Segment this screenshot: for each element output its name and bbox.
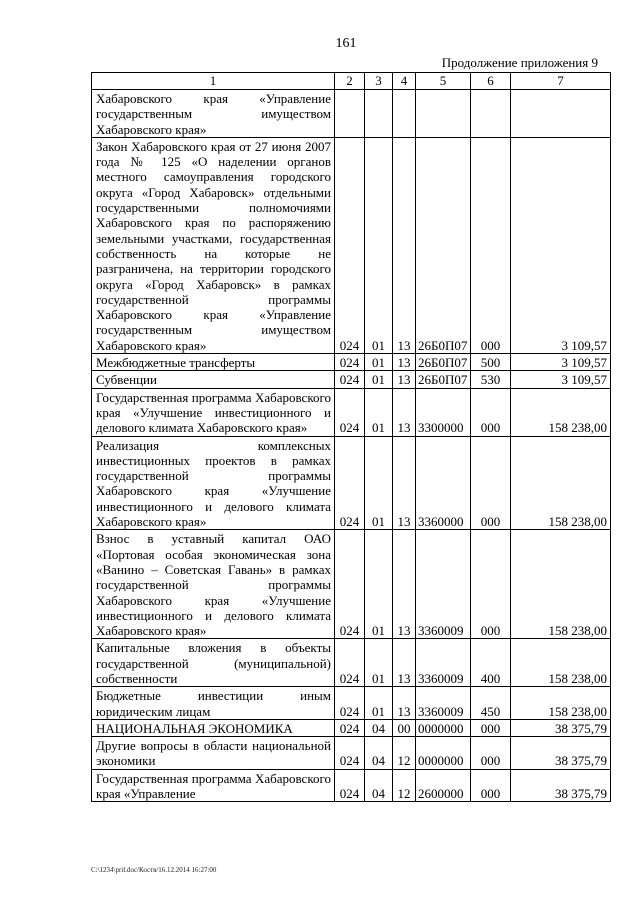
amount-cell: 38 375,79 (511, 769, 611, 802)
table-row (92, 137, 611, 353)
appendix-continuation-label: Продолжение приложения 9 (441, 55, 598, 70)
budget-table (91, 72, 611, 802)
row-name-cell: НАЦИОНАЛЬНАЯ ЭКОНОМИКА (92, 719, 335, 736)
table-row (92, 719, 611, 736)
ministry-code-cell: 024 (335, 436, 365, 530)
expense-type-cell: 000 (471, 436, 511, 530)
subsection-code-cell: 13 (393, 530, 416, 639)
target-item-cell: 2600000 (416, 769, 471, 802)
section-code-cell: 01 (365, 687, 393, 720)
amount-cell: 3 109,57 (511, 371, 611, 388)
amount-cell: 158 238,00 (511, 436, 611, 530)
header-col-3: 3 (365, 73, 393, 90)
row-name-cell: Реализация комплексных инвестиционных проектов в рамках государственной программы Хабаровского края «Улучшение инвестиционного и делового климата Хабаровского края» (92, 436, 335, 530)
ministry-code-cell: 024 (335, 530, 365, 639)
table-row (92, 737, 611, 770)
ministry-code-cell: 024 (335, 639, 365, 687)
amount-cell: 3 109,57 (511, 137, 611, 353)
target-item-cell: 3360000 (416, 436, 471, 530)
header-col-5: 5 (416, 73, 471, 90)
subsection-code-cell (393, 90, 416, 138)
subsection-code-cell: 13 (393, 639, 416, 687)
table-row (92, 388, 611, 436)
ministry-code-cell: 024 (335, 719, 365, 736)
table-row (92, 90, 611, 138)
ministry-code-cell: 024 (335, 737, 365, 770)
ministry-code-cell: 024 (335, 687, 365, 720)
expense-type-cell: 500 (471, 354, 511, 371)
section-code-cell: 01 (365, 530, 393, 639)
target-item-cell: 26Б0П07 (416, 354, 471, 371)
ministry-code-cell: 024 (335, 137, 365, 353)
table-row (92, 769, 611, 802)
row-name-cell: Субвенции (92, 371, 335, 388)
section-code-cell: 01 (365, 388, 393, 436)
expense-type-cell: 530 (471, 371, 511, 388)
table-row (92, 687, 611, 720)
row-name-cell: Капитальные вложения в объекты государственной (муниципальной) собственности (92, 639, 335, 687)
target-item-cell: 3360009 (416, 530, 471, 639)
amount-cell: 158 238,00 (511, 530, 611, 639)
subsection-code-cell: 13 (393, 354, 416, 371)
expense-type-cell: 000 (471, 530, 511, 639)
row-name-cell: Государственная программа Хабаровского края «Улучшение инвестиционного и делового климата Хабаровского края» (92, 388, 335, 436)
ministry-code-cell: 024 (335, 388, 365, 436)
table-row (92, 436, 611, 530)
subsection-code-cell: 00 (393, 719, 416, 736)
file-path-footer: C:\1234\pril.doc/Костя/16.12.2014 16:27:00 (91, 866, 217, 874)
subsection-code-cell: 13 (393, 687, 416, 720)
subsection-code-cell: 12 (393, 769, 416, 802)
expense-type-cell: 000 (471, 137, 511, 353)
row-name-cell: Государственная программа Хабаровского края «Управление (92, 769, 335, 802)
amount-cell: 38 375,79 (511, 737, 611, 770)
subsection-code-cell: 12 (393, 737, 416, 770)
expense-type-cell: 000 (471, 388, 511, 436)
section-code-cell: 01 (365, 354, 393, 371)
expense-type-cell: 400 (471, 639, 511, 687)
target-item-cell: 0000000 (416, 719, 471, 736)
subsection-code-cell: 13 (393, 371, 416, 388)
expense-type-cell: 450 (471, 687, 511, 720)
header-col-7: 7 (511, 73, 611, 90)
row-name-cell: Другие вопросы в области национальной экономики (92, 737, 335, 770)
row-name-cell: Закон Хабаровского края от 27 июня 2007 года № 125 «О наделении органов местного самоуправления городского округа «Город Хабаровск» отдельными государственными полномочиями Хабаровского края по распоряжению земельными участками, государственная собственность на которые не разграничена, на территории городского округа «Город Хабаровск» в рамках государственной программы Хабаровского края «Управление государственным имуществом Хабаровского края» (92, 137, 335, 353)
ministry-code-cell: 024 (335, 371, 365, 388)
row-name-cell: Межбюджетные трансферты (92, 354, 335, 371)
row-name-cell: Взнос в уставный капитал ОАО «Портовая особая экономическая зона «Ванино – Советская Гавань» в рамках государственной программы Хабаровского края «Улучшение инвестиционного и делового климата Хабаровского края» (92, 530, 335, 639)
page-number: 161 (335, 36, 357, 51)
header-col-1: 1 (92, 73, 335, 90)
table-row (92, 354, 611, 371)
section-code-cell: 04 (365, 737, 393, 770)
amount-cell: 3 109,57 (511, 354, 611, 371)
header-col-4: 4 (393, 73, 416, 90)
amount-cell (511, 90, 611, 138)
row-name-cell: Бюджетные инвестиции иным юридическим лицам (92, 687, 335, 720)
target-item-cell: 26Б0П07 (416, 137, 471, 353)
table-header-row (92, 73, 611, 90)
target-item-cell: 3360009 (416, 687, 471, 720)
section-code-cell: 01 (365, 137, 393, 353)
ministry-code-cell: 024 (335, 769, 365, 802)
expense-type-cell: 000 (471, 737, 511, 770)
target-item-cell: 3300000 (416, 388, 471, 436)
expense-type-cell: 000 (471, 719, 511, 736)
target-item-cell (416, 90, 471, 138)
amount-cell: 158 238,00 (511, 639, 611, 687)
expense-type-cell: 000 (471, 769, 511, 802)
target-item-cell: 26Б0П07 (416, 371, 471, 388)
target-item-cell: 0000000 (416, 737, 471, 770)
amount-cell: 158 238,00 (511, 388, 611, 436)
amount-cell: 158 238,00 (511, 687, 611, 720)
section-code-cell: 04 (365, 769, 393, 802)
expense-type-cell (471, 90, 511, 138)
ministry-code-cell: 024 (335, 354, 365, 371)
section-code-cell: 01 (365, 371, 393, 388)
subsection-code-cell: 13 (393, 137, 416, 353)
table-row (92, 639, 611, 687)
header-col-6: 6 (471, 73, 511, 90)
row-name-cell: Хабаровского края «Управление государственным имуществом Хабаровского края» (92, 90, 335, 138)
subsection-code-cell: 13 (393, 436, 416, 530)
section-code-cell (365, 90, 393, 138)
amount-cell: 38 375,79 (511, 719, 611, 736)
ministry-code-cell (335, 90, 365, 138)
table-row (92, 530, 611, 639)
header-col-2: 2 (335, 73, 365, 90)
section-code-cell: 01 (365, 639, 393, 687)
target-item-cell: 3360009 (416, 639, 471, 687)
table-row (92, 371, 611, 388)
section-code-cell: 04 (365, 719, 393, 736)
section-code-cell: 01 (365, 436, 393, 530)
subsection-code-cell: 13 (393, 388, 416, 436)
